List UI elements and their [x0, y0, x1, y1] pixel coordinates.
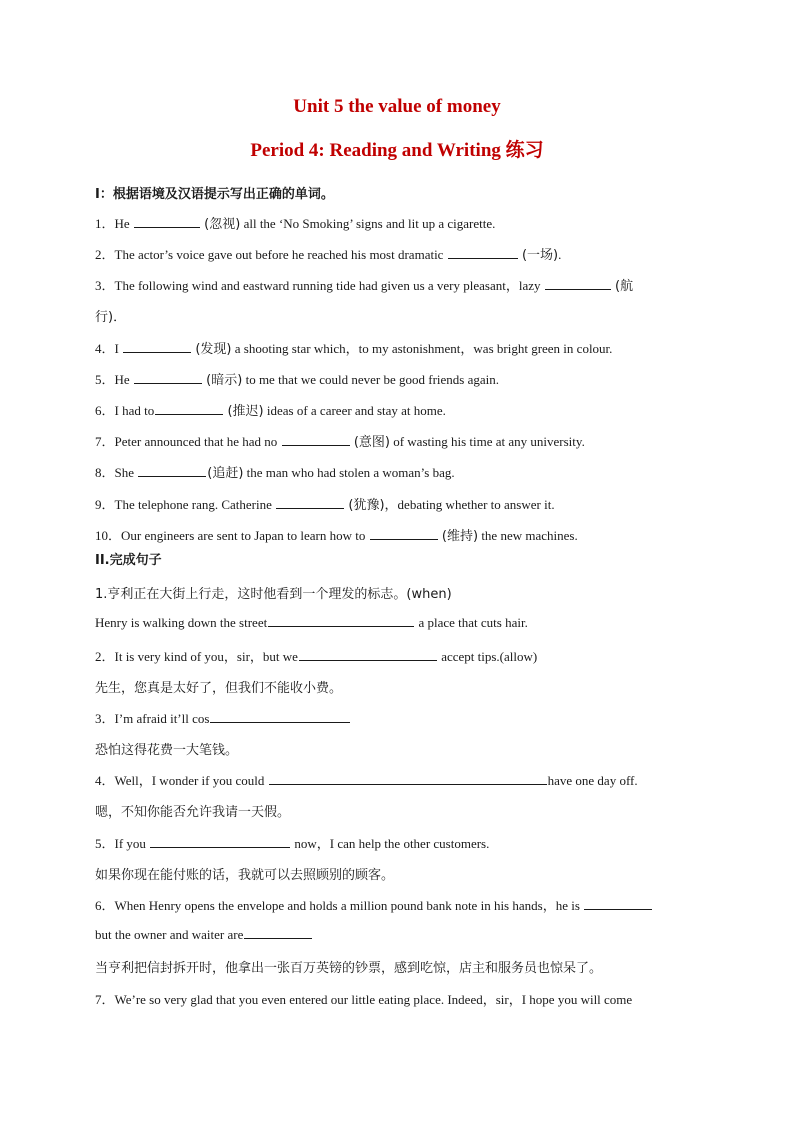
document-title: Unit 5 the value of money: [293, 96, 501, 117]
sentence-6-chinese: 当亨利把信封拆开时，他拿出一张百万英镑的钞票，感到吃惊，店主和服务员也惊呆了。: [95, 961, 603, 976]
exercise-item-6: 6．I had to (推迟) ideas of a career and stay at home.: [95, 403, 446, 419]
sentence-3-english: 3．I’m afraid it’ll cos: [95, 708, 351, 727]
sentence-6-english-line2: but the owner and waiter are: [95, 926, 313, 943]
sentence-1-english: Henry is walking down the street a place that cuts hair.: [95, 615, 528, 630]
answer-blank[interactable]: [268, 614, 414, 627]
sentence-4-chinese: 嗯，不知你能否允许我请一天假。: [95, 805, 291, 820]
answer-blank[interactable]: [282, 433, 350, 446]
answer-blank[interactable]: [138, 464, 206, 477]
sentence-4-english: 4．Well，I wonder if you could have one day off.: [95, 773, 638, 788]
exercise-item-5: 5．He (暗示) to me that we could never be good friends again.: [95, 372, 499, 388]
answer-blank[interactable]: [134, 371, 202, 384]
exercise-item-3-continued: 行)．: [95, 310, 127, 325]
section2-heading: II.完成句子: [95, 553, 162, 568]
answer-blank[interactable]: [123, 340, 191, 353]
answer-blank[interactable]: [584, 897, 652, 910]
sentence-7-english: 7．We’re so very glad that you even entered our little eating place. Indeed，sir，I hope you will come: [95, 992, 633, 1007]
answer-blank[interactable]: [155, 402, 223, 415]
sentence-2-english: 2．It is very kind of you，sir，but we accept tips.(allow): [95, 649, 538, 664]
answer-blank[interactable]: [276, 496, 344, 509]
exercise-item-2: 2．The actor’s voice gave out before he reached his most dramatic (一场).: [95, 247, 562, 263]
answer-blank[interactable]: [134, 215, 200, 228]
answer-blank[interactable]: [150, 835, 290, 848]
section1-heading: I：根据语境及汉语提示写出正确的单词。: [95, 187, 334, 202]
answer-blank[interactable]: [299, 648, 437, 661]
sentence-3-chinese: 恐怕这得花费一大笔钱。: [95, 743, 239, 758]
answer-blank[interactable]: [244, 926, 312, 939]
exercise-item-10: 10．Our engineers are sent to Japan to learn how to (维持) the new machines.: [95, 528, 578, 544]
sentence-5-english: 5．If you now，I can help the other customers.: [95, 836, 490, 851]
sentence-1-chinese: 1.亨利正在大街上行走，这时他看到一个理发的标志。(when): [95, 587, 452, 602]
exercise-item-3: 3．The following wind and eastward running tide had given us a very pleasant，lazy (航: [95, 278, 634, 294]
exercise-item-7: 7．Peter announced that he had no (意图) of wasting his time at any university.: [95, 434, 585, 450]
document-subtitle: Period 4: Reading and Writing 练习: [250, 140, 544, 161]
exercise-item-9: 9．The telephone rang. Catherine (犹豫)，debating whether to answer it.: [95, 497, 555, 513]
sentence-6-english-line1: 6．When Henry opens the envelope and holds a million pound bank note in his hands，he is: [95, 895, 653, 914]
answer-blank[interactable]: [545, 277, 611, 290]
answer-blank[interactable]: [370, 527, 438, 540]
sentence-2-chinese: 先生，您真是太好了，但我们不能收小费。: [95, 681, 343, 696]
answer-blank[interactable]: [448, 246, 518, 259]
exercise-item-8: 8．She (追赶) the man who had stolen a woman’s bag.: [95, 465, 455, 481]
exercise-item-4: 4．I (发现) a shooting star which，to my astonishment，was bright green in colour.: [95, 341, 613, 357]
exercise-item-1: 1．He (忽视) all the ‘No Smoking’ signs and lit up a cigarette.: [95, 216, 496, 232]
answer-blank[interactable]: [269, 772, 547, 785]
answer-blank[interactable]: [210, 710, 350, 723]
sentence-5-chinese: 如果你现在能付账的话，我就可以去照顾别的顾客。: [95, 868, 395, 883]
